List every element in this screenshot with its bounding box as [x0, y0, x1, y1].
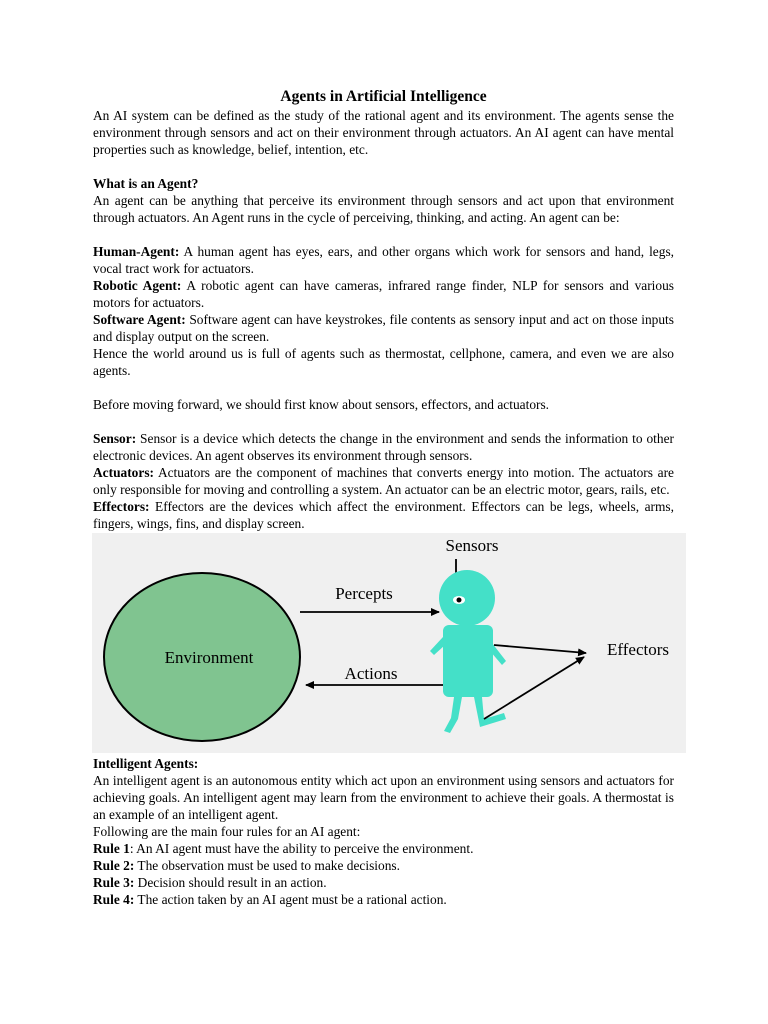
agent-type-software: Software Agent: Software agent can have keystrokes, file contents as sensory input and act on those inputs and display output on the screen.	[93, 312, 674, 344]
rule-2: Rule 2: The observation must be used to make decisions.	[93, 858, 400, 873]
agent-type-robotic: Robotic Agent: A robotic agent can have cameras, infrared range finder, NLP for sensors and various motors for actuators.	[93, 278, 674, 310]
robot-body	[443, 625, 493, 697]
robot-head	[439, 570, 495, 626]
intelligent-heading: Intelligent Agents:	[93, 756, 199, 771]
document-title: Agents in Artificial Intelligence	[280, 88, 487, 105]
actions-label: Actions	[344, 664, 398, 683]
diagram-svg	[92, 533, 686, 753]
definition-effectors: Effectors: Effectors are the devices which affect the environment. Effectors can be legs, wheels, arms, fingers, wings, fins, and display screen.	[93, 499, 674, 531]
definition-actuators: Actuators: Actuators are the component of machines that converts energy into motion. The actuators are only responsible for moving and controlling a system. An actuator can be an electric motor, gears, rails, etc.	[93, 465, 674, 497]
definition-sensor: Sensor: Sensor is a device which detects the change in the environment and sends the information to other electronic devices. An agent observes its environment through sensors.	[93, 431, 674, 463]
sensors-label: Sensors	[445, 536, 499, 555]
intro-paragraph: An AI system can be defined as the study of the rational agent and its environment. The agents sense the environment through sensors and act on their environment through actuators. An AI agent can have mental properties such as knowledge, belief, intention, etc.	[93, 108, 674, 157]
world-paragraph: Hence the world around us is full of agents such as thermostat, cellphone, camera, and even we are also agents.	[93, 346, 674, 378]
rule-4: Rule 4: The action taken by an AI agent must be a rational action.	[93, 892, 447, 907]
what-heading: What is an Agent?	[93, 176, 199, 191]
before-paragraph: Before moving forward, we should first know about sensors, effectors, and actuators.	[93, 397, 550, 412]
rule-3: Rule 3: Decision should result in an action.	[93, 875, 327, 890]
effectors-label: Effectors	[607, 640, 669, 659]
intelligent-paragraph: An intelligent agent is an autonomous entity which act upon an environment using sensors and actuators for achieving goals. An intelligent agent may learn from the environment to achieve their goals. A thermostat is an example of an intelligent agent.	[93, 773, 674, 822]
percepts-label: Percepts	[335, 584, 393, 603]
what-paragraph: An agent can be anything that perceive its environment through sensors and act upon that environment through actuators. An Agent runs in the cycle of perceiving, thinking, and acting. An agent can be:	[93, 193, 674, 225]
robot-pupil	[457, 598, 462, 603]
agent-environment-diagram	[92, 533, 686, 753]
rule-1: Rule 1: An AI agent must have the ability to perceive the environment.	[93, 841, 474, 856]
environment-label: Environment	[164, 648, 254, 667]
rules-intro: Following are the main four rules for an AI agent:	[93, 824, 361, 839]
document-page	[93, 87, 674, 908]
agent-type-human: Human-Agent: A human agent has eyes, ears, and other organs which work for sensors and hand, legs, vocal tract work for actuators.	[93, 244, 674, 276]
